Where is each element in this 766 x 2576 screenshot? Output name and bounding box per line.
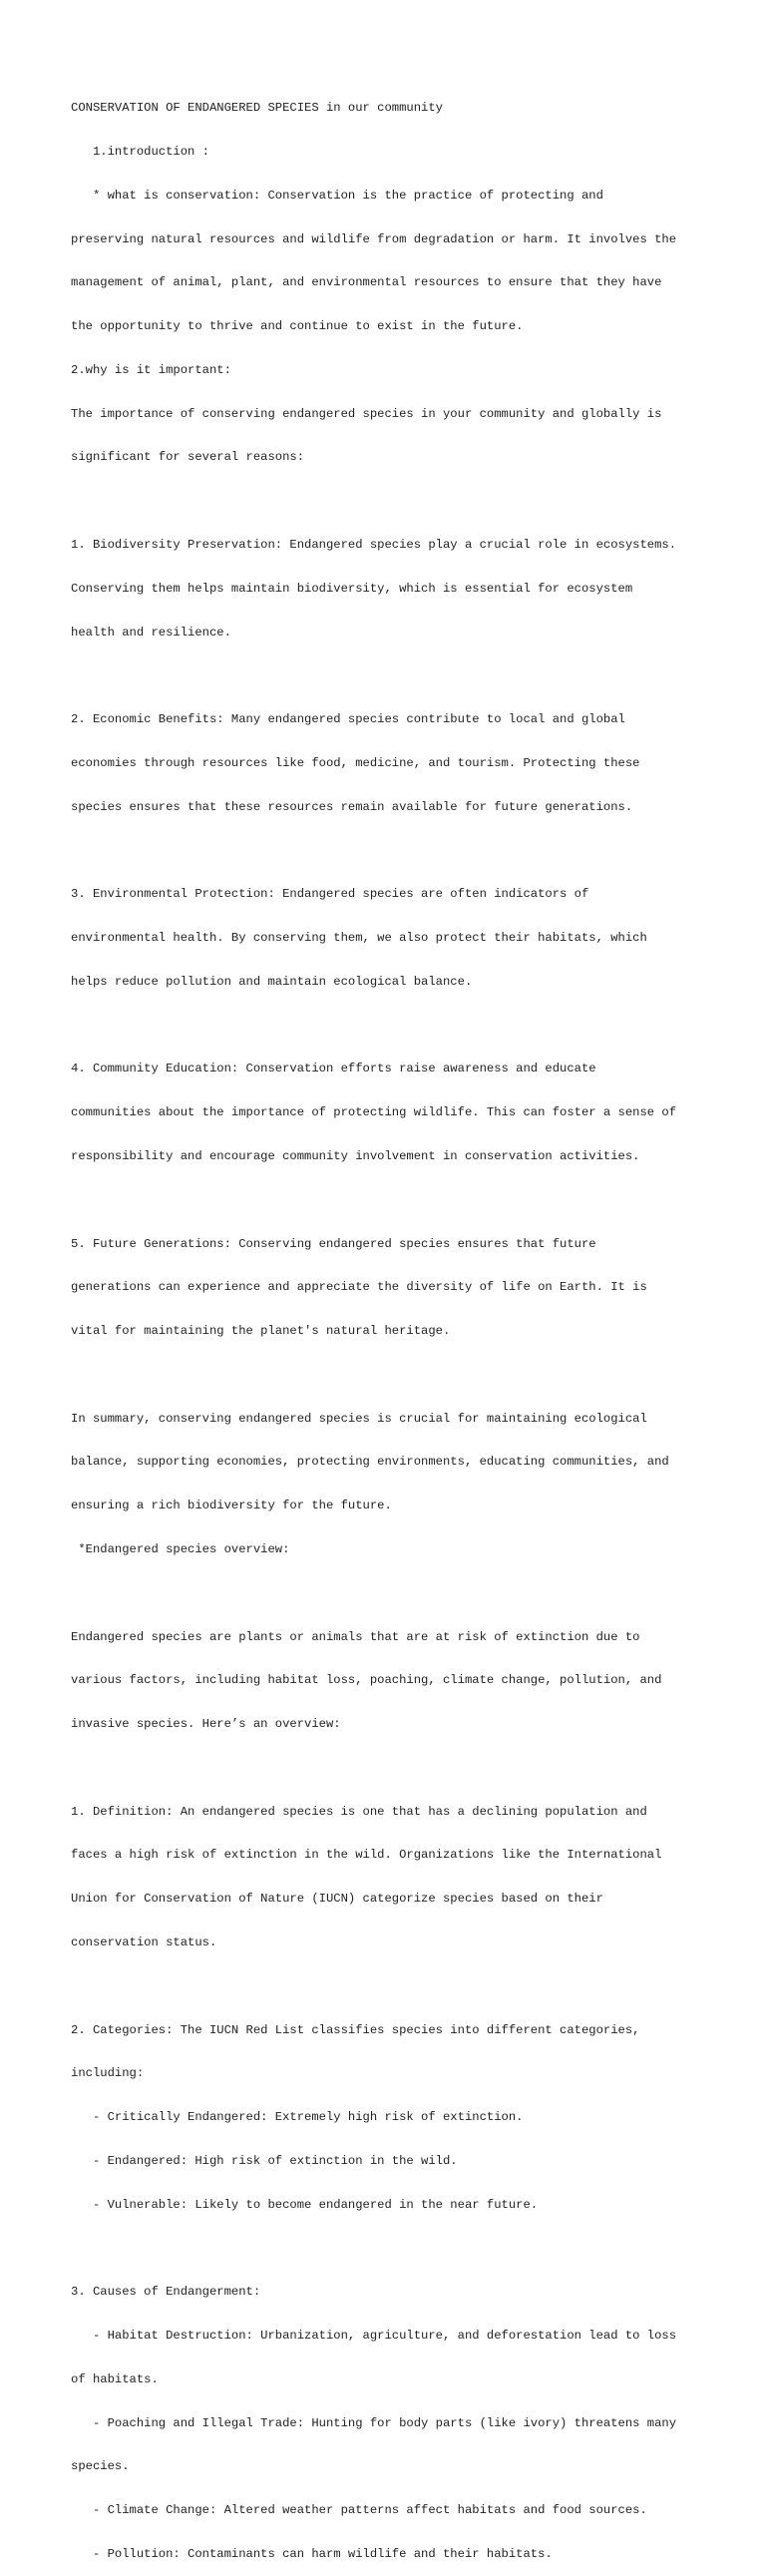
text-line: species ensures that these resources remain available for future generations. [71,799,633,814]
list-item-categories: 2. Categories: The IUCN Red List classifies species into different categories, [71,2022,640,2037]
text-line: management of animal, plant, and environmental resources to ensure that they have [71,275,662,290]
text-line: ensuring a rich biodiversity for the future. [71,1499,392,1513]
text-line: economies through resources like food, medicine, and tourism. Protecting these [71,755,640,770]
list-item-future-generations: 5. Future Generations: Conserving endangered species ensures that future [71,1236,596,1251]
blank-line [71,1761,709,1776]
text-line: vital for maintaining the planet's natural heritage. [71,1324,451,1339]
blank-line [71,1193,709,1208]
sub-item-poaching: - Poaching and Illegal Trade: Hunting for body parts (like ivory) threatens many [71,2415,677,2430]
blank-line [71,1368,709,1383]
list-item-definition: 1. Definition: An endangered species is one that has a declining population and [71,1804,647,1819]
sub-item-endangered: - Endangered: High risk of extinction in the wild. [71,2153,458,2168]
list-item-economic: 2. Economic Benefits: Many endangered species contribute to local and global [71,712,625,727]
text-line: conservation status. [71,1935,217,1949]
list-item-biodiversity: 1. Biodiversity Preservation: Endangered species play a crucial role in ecosystems. [71,538,677,552]
document-title: CONSERVATION OF ENDANGERED SPECIES in our community [71,101,443,116]
text-line: species. [71,2459,130,2474]
sub-item-pollution: - Pollution: Contaminants can harm wildlife and their habitats. [71,2546,553,2561]
text-line: The importance of conserving endangered species in your community and globally is [71,406,662,421]
text-line: * what is conservation: Conservation is the practice of protecting and [71,188,603,203]
list-item-causes: 3. Causes of Endangerment: [71,2285,261,2300]
text-line: helps reduce pollution and maintain ecological balance. [71,974,473,989]
blank-line [71,494,709,509]
blank-line [71,843,709,858]
text-line: Union for Conservation of Nature (IUCN) categorize species based on their [71,1892,603,1907]
sub-item-critically-endangered: - Critically Endangered: Extremely high risk of extinction. [71,2110,524,2125]
text-line: health and resilience. [71,625,231,640]
text-line: communities about the importance of protecting wildlife. This can foster a sense of [71,1105,677,1120]
sub-item-habitat-destruction: - Habitat Destruction: Urbanization, agriculture, and deforestation lead to loss [71,2329,677,2344]
summary-paragraph: In summary, conserving endangered species is crucial for maintaining ecological [71,1411,647,1426]
blank-line [71,2241,709,2256]
text-line: responsibility and encourage community involvement in conservation activities. [71,1148,640,1163]
section-heading-importance: 2.why is it important: [71,362,231,377]
blank-line [71,1979,709,1994]
text-line: invasive species. Here’s an overview: [71,1717,341,1732]
blank-line [71,668,709,683]
text-line: of habitats. [71,2371,159,2386]
section-heading-overview: *Endangered species overview: [71,1541,290,1556]
sub-item-vulnerable: - Vulnerable: Likely to become endangered in the near future. [71,2197,539,2212]
text-line: faces a high risk of extinction in the wild. Organizations like the International [71,1848,662,1863]
blank-line [71,1019,709,1034]
document-page [71,72,709,2576]
section-heading-introduction: 1.introduction : [71,144,209,159]
text-line: Conserving them helps maintain biodiversity, which is essential for ecosystem [71,581,633,596]
list-item-community-education: 4. Community Education: Conservation efforts raise awareness and educate [71,1062,596,1076]
text-line: preserving natural resources and wildlife from degradation or harm. It involves the [71,231,677,246]
overview-paragraph: Endangered species are plants or animals that are at risk of extinction due to [71,1629,640,1644]
text-line: environmental health. By conserving them, we also protect their habitats, which [71,931,647,946]
list-item-environmental: 3. Environmental Protection: Endangered species are often indicators of [71,887,589,902]
sub-item-climate-change: - Climate Change: Altered weather patterns affect habitats and food sources. [71,2503,647,2518]
text-line: the opportunity to thrive and continue to exist in the future. [71,319,524,334]
blank-line [71,1586,709,1601]
text-line: including: [71,2066,145,2081]
text-line: various factors, including habitat loss, poaching, climate change, pollution, and [71,1673,662,1688]
text-line: generations can experience and appreciate the diversity of life on Earth. It is [71,1280,647,1295]
text-line: balance, supporting economies, protecting environments, educating communities, and [71,1455,669,1470]
text-line: significant for several reasons: [71,450,305,465]
